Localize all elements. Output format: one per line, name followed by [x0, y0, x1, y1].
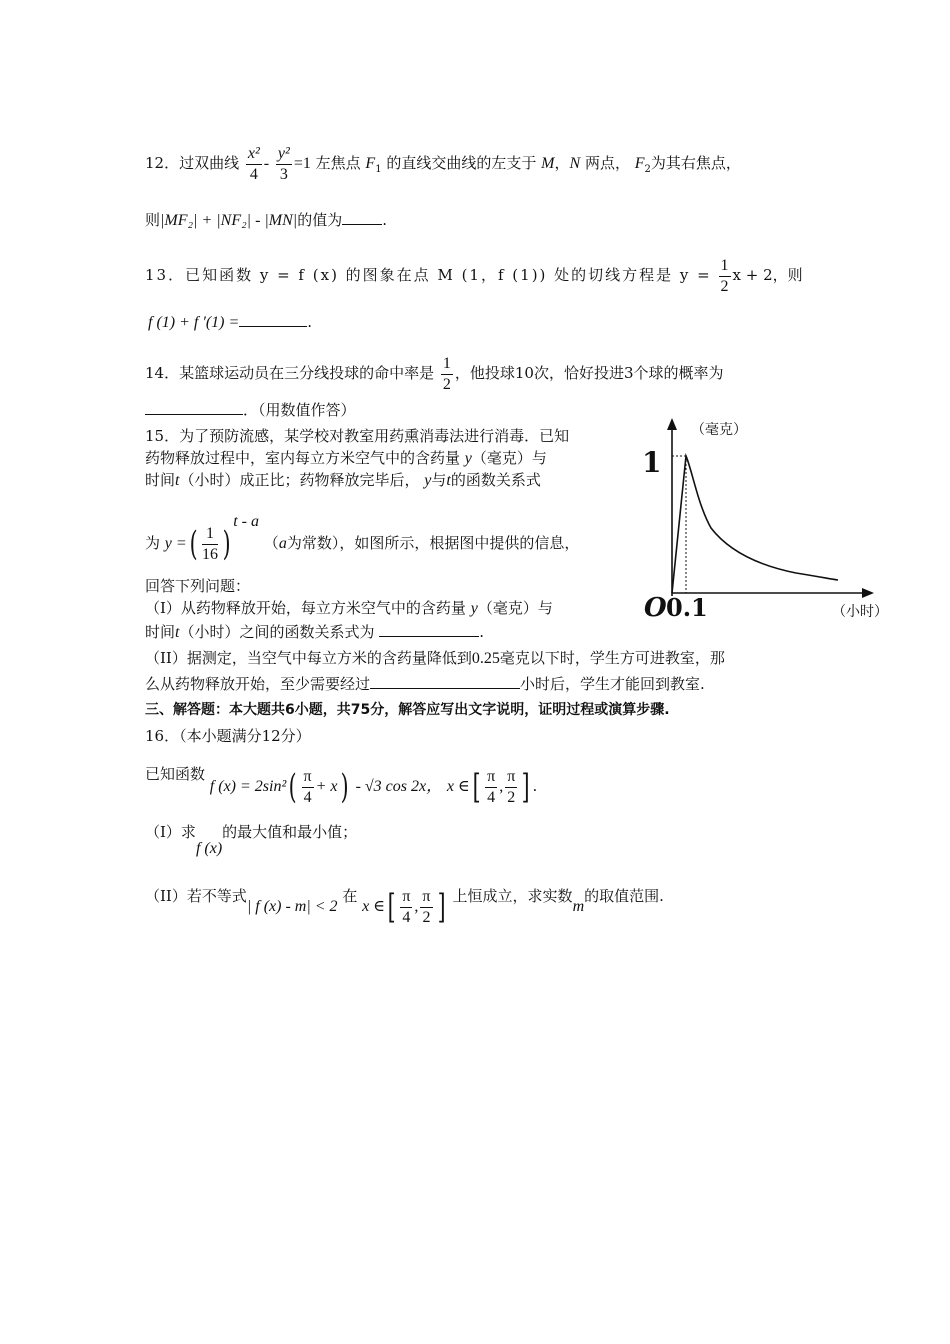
q16-intro: 已知函数 f (x) = 2sin²( $\frac{\pi}{4}$ + x) - √3 cos 2x， x ∈[ $\frac{\pi}{4}$ , $\frac{\pi}{2}$ ] . [145, 765, 538, 807]
y-tick-1: 1 [642, 446, 662, 479]
q13-line2: f (1) + f ′(1) = . [148, 313, 313, 331]
x-axis-arrow [862, 588, 874, 598]
concentration-curve [672, 456, 838, 593]
q15-line7: 时间t（小时）之间的函数关系式为 . [145, 623, 485, 641]
q15-frac: $\frac{1}{16}$ [201, 524, 218, 563]
q16-header: 16．（本小题满分12分） [145, 727, 311, 745]
x-tick-0.1: 0.1 [666, 593, 708, 622]
q15-line4: 为 y =( $\frac{1}{16}$ )$^{t - a}$ （a为常数），如图所示，根据图中提供的信息， [145, 513, 580, 564]
q13-answer-blank[interactable] [239, 312, 307, 327]
q15-line1: 15．为了预防流感，某学校对教室用药熏消毒法进行消毒．已知 [145, 427, 570, 445]
q12-frac-y: $\frac{\text{y²}}{3}$ [277, 144, 290, 183]
y-unit-label: （毫克） [691, 422, 747, 438]
q16-pi-over-4: $\frac{\pi}{4}$ [303, 767, 312, 806]
q16-part1: （I）求f (x)的最大值和最小值； [145, 823, 358, 857]
q14-frac: $\frac{1}{2}$ [442, 354, 451, 393]
q12-frac-x: $\frac{\text{x²}}{4}$ [247, 144, 260, 183]
q16-part2-right: $\frac{\pi}{2}$ [422, 887, 431, 926]
q12-line1: 12．过双曲线 $\frac{\text{x²}}{4}$ - $\frac{\text{y²}}{3}$ =1 左焦点 $F_1$ 的直线交曲线的左支于 M，N 两点， $F_2$为其右焦点， [145, 144, 741, 183]
q12-line2: 则|MF₂| + |NF₂| - |MN|的值为 . [145, 211, 387, 229]
q16-part2-left: $\frac{\pi}{4}$ [402, 887, 411, 926]
q15-line6: （I）从药物释放开始，每立方米空气中的含药量 y（毫克）与 [145, 599, 553, 617]
x-unit-label: （小时） [832, 604, 888, 620]
q15-line3: 时间t（小时）成正比；药物释放完毕后， y与t的函数关系式 [145, 471, 541, 489]
q15-line8: （II）据测定，当空气中每立方米的含药量降低到0.25毫克以下时，学生方可进教室，那 [145, 649, 725, 667]
y-axis-arrow [667, 418, 677, 430]
origin-label: O [644, 593, 667, 623]
q16-domain-left: $\frac{\pi}{4}$ [487, 767, 496, 806]
decay-graph [636, 410, 906, 632]
q16-domain-right: $\frac{\pi}{2}$ [507, 767, 516, 806]
q14-line2: ．（用数值作答） [145, 398, 356, 422]
q15-answer2-blank[interactable] [370, 674, 520, 689]
q15-line9: 么从药物释放开始，至少需要经过 小时后，学生才能回到教室. [145, 675, 705, 693]
q14-answer-blank[interactable] [145, 400, 243, 415]
q15-line5: 回答下列问题： [145, 577, 251, 595]
q13-line1: 13．已知函数 y = f (x) 的图象在点 M (1，f (1)) 处的切线方程是 y = $\frac{1}{2}$ x + 2，则 [145, 256, 803, 295]
q15-line2: 药物释放过程中，室内每立方米空气中的含药量 y（毫克）与 [145, 449, 547, 467]
section3-heading: 三、解答题：本大题共6小题，共75分，解答应写出文字说明，证明过程或演算步骤. [145, 702, 670, 718]
q13-frac: $\frac{1}{2}$ [720, 256, 729, 295]
q14-line1: 14．某篮球运动员在三分线投球的命中率是 $\frac{1}{2}$ ，他投球10次，恰好投进3个球的概率为 [145, 354, 724, 393]
q12-answer-blank[interactable] [342, 210, 382, 225]
q15-answer1-blank[interactable] [379, 622, 479, 637]
q16-part2: （II）若不等式| f (x) - m| < 2 在 x ∈[ $\frac{\pi}{4}$ , $\frac{\pi}{2}$ ] 上恒成立，求实数m的取值范围. [145, 887, 664, 927]
